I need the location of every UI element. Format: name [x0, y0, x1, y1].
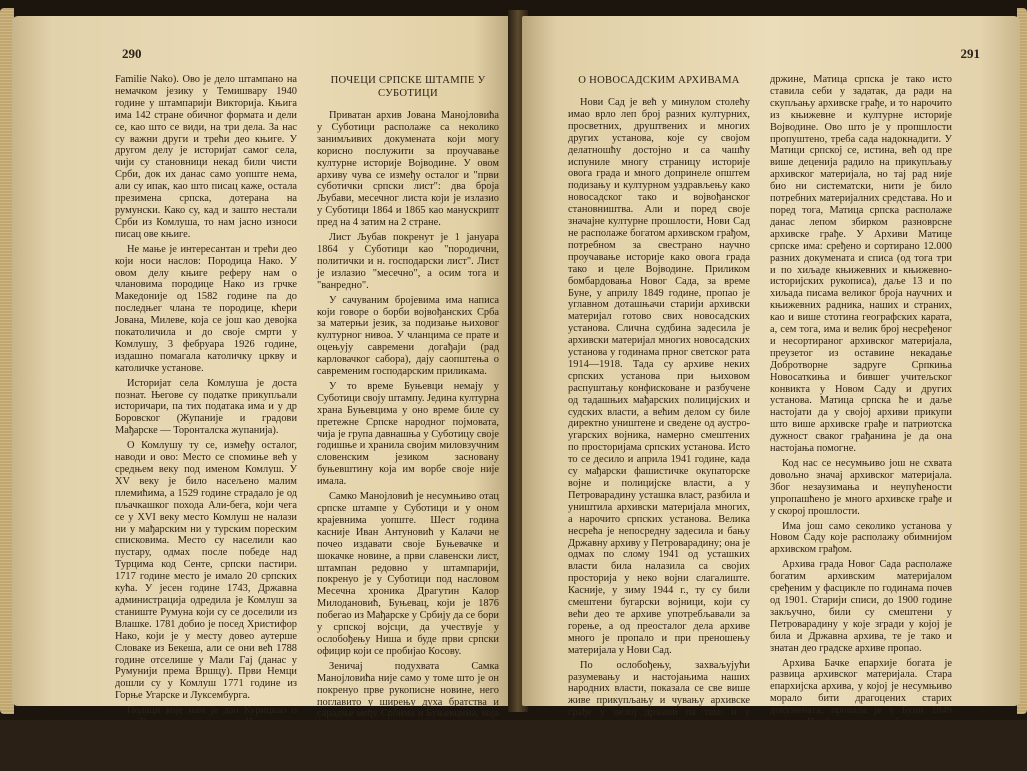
paragraph: Историјат села Комлуша је доста познат. Његове су податке прикупљали историчари, па тих података има и у др Боровског (Жупаније и градови Мађарске — Торонталска жупанија). — [115, 377, 297, 437]
article-title: О НОВОСАДСКИМ АРХИВАМА — [578, 75, 740, 86]
paragraph: По ослобођењу, захваљујући разумевању и настојањима наших народних власти, показала се све више живе прикупљању и чувању архивске грађе у целој држави па тако и у Војводини. У Новом Саду поред Војвођанске архиве у којој се углавном сабира и чува архивски материјал политичко-управне и опште културне са- — [568, 659, 750, 766]
paragraph: У сачуваним бројевима има написа који говоре о борби војвођанских Срба за матерњи језик, за подизање њиховог културног нивоа. У чланцима се прате и оцењују савремени догађаји (рад карловачког сабора), дају саопштења о савременим господарским приликама. — [317, 294, 499, 378]
paragraph: Зеничај подухвата Самка Манојловића није само у томе што је он покренуо прве рукописне новине, него поглавито у ширењу духа братства и сарадње међу Србима и Буњевцима, која је коначно тријумфовао у нашој народној држави. — [317, 660, 499, 744]
paragraph: О Комлушу ту се, између осталог, наводи и ово: Место се спомиње већ у средњем веку под именом Комлуш. У XV веку је било насељено малим племићима, а 1529 године страдало је од пљачкашког похода Али-бега, који чега се у XVI веку место Комлуш не налази ни у мађарским ни у турским пореским списковима. Место су населили као пустару, одмах после победе над Турцима код Сенте, српски пастири. 1717 године место је имало 20 српских кућа. У јесен године 1743, Државна администрација одредила је Комлуш за станиште Румуна који су се доселили из Влашке. 1781 добио је посед Христифор Нако, који је у месту довео аутерше Словаке из Бекеша, али се они већ 1788 године отселише у Мали Гај (данас у Румунији према Вршцу). Први Немци дошли су у Комлуш 1771 године из Горње Угарске и Луксембурга. — [115, 440, 297, 702]
left-column-2 — [317, 74, 499, 762]
page-number-right: 291 — [960, 46, 980, 61]
left-column-1 — [115, 74, 297, 771]
author-signature: Јосо Шокчић — [425, 749, 491, 762]
paragraph: Самко Манојловић је несумњиво отац српске штампе у Суботици и у оном крајевнима уопште. Шест година касније Иван Антуновић у Калачи не почео издавати своје Буњевачке и шокачке новине, а први славенски лист, штампан редовно у штампарији, покренуо је у Суботици под насловом Месечна хроника Драгутин Калор Милодановић, Буњевац, који је 1876 побегао из Мађарске у Србију да се бори у српској војсци, да учествује у ослобођењу Ниша и буде први српски официр који се пробијао Косову. — [317, 491, 499, 657]
right-column-1 — [568, 74, 750, 770]
page-number-left: 290 — [122, 46, 142, 61]
paragraph: Код нас се несумњиво још не схвата довољно значај архивског материјала. Због незаузимања и неупућености упропашћено је много архивске грађе и у скорој прошлости. — [770, 458, 952, 517]
paragraph: Архива града Новог Сада располаже богатим архивским материјалом сређеним у фасцикле по годинама почев од 1901. Старији списи, до 1900 године закључно, били су смештени у Петроварадину у које згради у којој је била и Државна архива, те је тако и знатан део градске архиве пропао. — [770, 559, 952, 654]
author-signature: Миливој Јовановић — [195, 757, 289, 770]
paragraph: Не мање је интересантан и трећи део који носи наслов: Породица Нако. У овом делу књиге реферу нам о члановима породице Нако из грчке Македоније од 1582 године па до последњег члана те породице, кћери Јована, Милеве, која се још као девојка покатоличила и до своје смрти у Комлушу, 3 фебруара 1926 године, издашно помагала католичку цркву и католичке установе. — [115, 243, 297, 374]
paragraph: Нови Сад је већ у минулом столећу имао врло леп број разних културних, просветних, друштвених и многих других установа, које су својом делатношћу достојно и са чашћу испуниле многу страницу историје овога града и много допринеле општем подизању и културном уздрављењу како новосадског тако и војвођанског становништва. Али и поред своје значајне културне прошлости, Нови Сад не располаже богатом архивском грађом, потребном за свестрано научно проучавање историје како овога града тако и целе Војводине. Приликом бомбардовања Новог Сада, за време Буне, у априлу 1849 године, пропао је углавном доташњачи старији архивски материјал готово свих новосадских установа. Слична судбина задесила је архивски материјал многих новосадских установа у годинама прног светског рата 1914—1918. Тада су архиве неких српских установа при њиховом распуштању конфисковане и разбучене од тадашњих мађарских полицијских и судских власти, а већим делом су биле директно уништене и сведене од аустро-угарских војника, намерно смештених по просторијама српских установа. Исто то се десило и априла 1941 године, када су мађарски фашистичке окупаторске војне и полицијске власти, а у Петроварадину усташка власт, разбила и уништила архивски материјала многих, а нарочито српских установа. Велика несрећа је непосредну задесила и бању Државну архиву у Петроварадину; она је одмах по слому 1941 од усташких власти била налазила са својих просторија у неко војни слагалиште. Касније, у зиму 1944 г., ту су били смештени бугарски војници, који су већи део те архиве употребљавали за горење, а од преосталог дела архиве много је пропало и при преношењу материјала у Нови Сад. — [568, 97, 750, 656]
right-page — [522, 16, 1020, 766]
paragraph: Архива Бачке епархије богата је развица архивског материјала. Стара епархијска архива, у којој је несумњиво морало бити драгоцених старих докумената, пропала је у Буни 1849 године. Прибирања архива је почето од 1895 године; њихов број износи око 25.000. Ова архива је добро сештена но није сређена. — [770, 657, 952, 764]
paragraph: Приватан архив Јована Манојловића у Суботици располаже са неколико занимљивих докумената који могу корисно послужити за проучавање културне историје Војводине. У овом архиву чува се између осталог и "први суботички српски лист": два броја Љубави, месечног листа који је излазио у Суботици 1864 и 1865 као манускрипт пред на 4 затим на 2 стране. — [317, 110, 499, 229]
paragraph: Лист Љубав покренут је 1 јануара 1864 у Суботици као "породични, политички и н. господарски лист". Лист је излазио "месечно", а осим тога и "ванредно". — [317, 232, 499, 291]
paragraph: Подаци које нам је дао Курицкао о селу Комлушу и породици Нако имају значаја за нас јер и из њих видимо где смо и како некад живели. — [115, 705, 297, 752]
left-page — [12, 16, 514, 770]
right-column-2 — [770, 74, 952, 768]
paragraph: држине, Матица српска је тако исто ставила себи у задатак, да ради на скупљању архивске грађе, и то нарочито из књижевне и културне историје Војводине. Ово што је у пропшлости пропуштено, треба сада надокнадити. У Матици српској се, истина, већ од пре више деценија радило на прикупљању архивског материјала, но тај рад није био ни систематски, нити је било потребних материјалних средстава. Но и поред тога, Матица српска располаже данас лепом збирком разноврсне архивске грађе. У Архиви Матице српске има: сређено и сортирано 12.000 разних докумената и списа (од тога три и по хиљаде књижевних и књижевно-историјских рукописа), даље 13 и по хиљада писама великог броја научних и књижевних радника, наших и страних, као и више стотина географских карата, а, сем тога, има и велик број несређеног и несортираног архивског материјала, преузетог из оставине некадање Добротворне задруге Српкиња Новосаткиња и бившег учитељског конвикта у Новом Саду и других установа. Матица српска ће и даље настојати да у својој архиви прикупи што више архивске грађе и патриотска дужност сваког грађанина је да она настојања помогне. — [770, 74, 952, 455]
paragraph: Familie Nako). Ово је дело штампано на немачком језику у Темишвару 1940 године у штампарији Викторија. Књига има 142 стране обичног формата и дели се, као што се види, на три дела. За нас су важни други и трећи део књиге. У другом делу је историјат самог села, чији су становници некад били чисти Срби, док их данас само уопште нема, али су ипак, као што писац каже, остала презимена српска, дотерана на румунски. Како су, кад и зашто нестали Срби из Комлуша, то нам јасно износи писац ове књиге. — [115, 74, 297, 240]
paragraph: У то време Буњевци немају у Суботици своју штампу. Једина културна храна Буњевцима у оно време биле су претежне Српске народног појмовата, чија је група давнашња у Суботицу своје годишње и хранила својим миловзучним словенским језиком засновану буњевштину која им ворбе своје није имала. — [317, 380, 499, 488]
article-title: ПОЧЕЦИ СРПСКЕ ШТАМПЕ У СУБОТИЦИ — [330, 75, 486, 99]
paragraph: Има још само секолико установа у Новом Саду које располажу обимнијом архивском грађом. — [770, 520, 952, 556]
